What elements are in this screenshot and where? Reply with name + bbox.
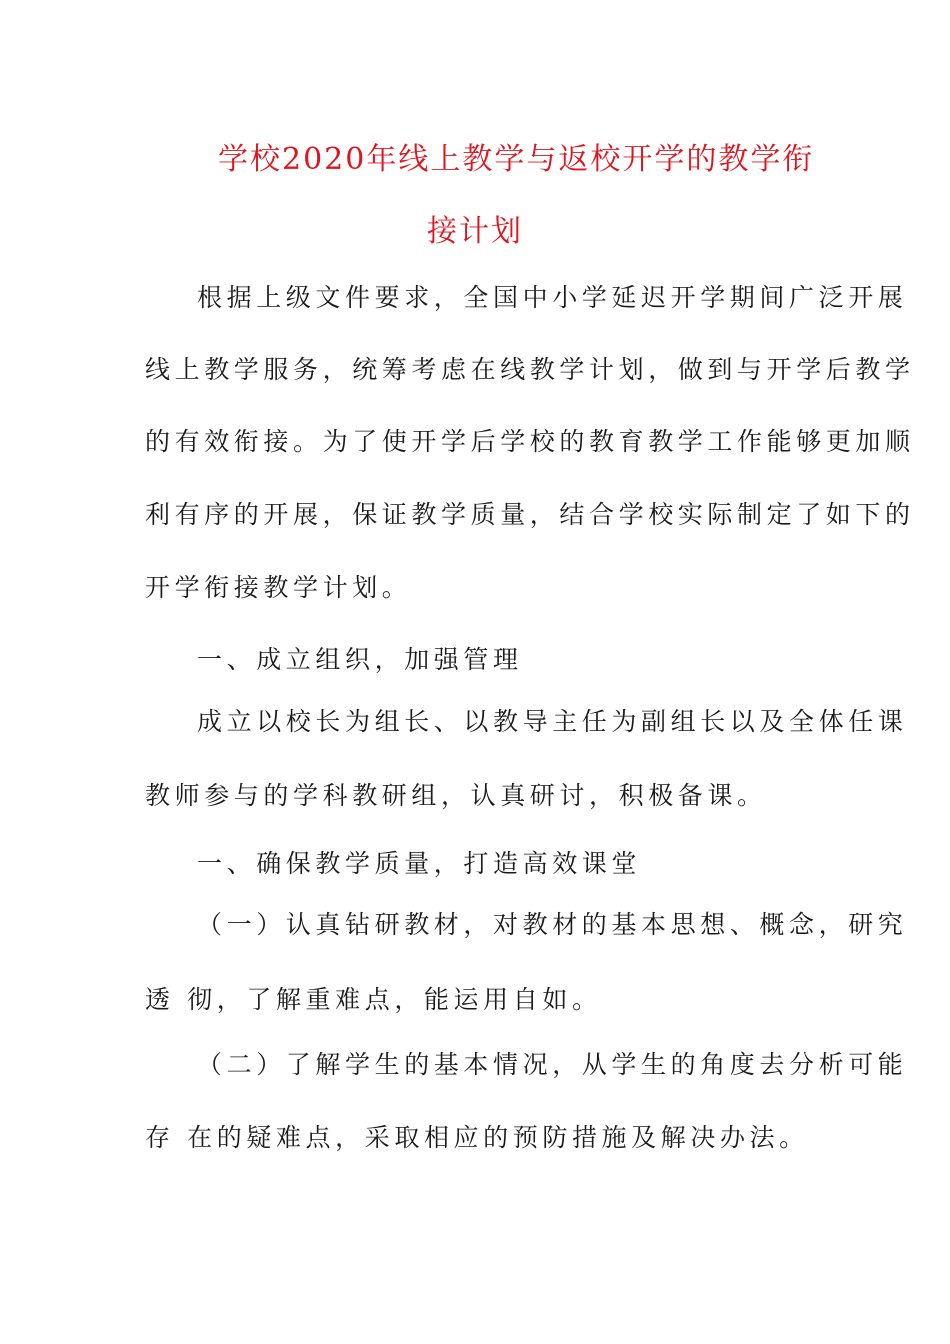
paragraph-line: 线上教学服务，统筹考虑在线教学计划，做到与开学后教学 xyxy=(145,355,915,384)
document-title-line-2: 接计划 xyxy=(427,214,523,249)
paragraph-line: （二）了解学生的基本情况，从学生的角度去分析可能 xyxy=(197,1050,908,1079)
paragraph-line: 透 彻，了解重难点，能运用自如。 xyxy=(145,985,602,1014)
section-heading: 一、确保教学质量，打造高效课堂 xyxy=(197,849,642,878)
paragraph-line: 存 在的疑难点，采取相应的预防措施及解决办法。 xyxy=(145,1123,809,1152)
paragraph-line: 根据上级文件要求，全国中小学延迟开学期间广泛开展 xyxy=(197,283,908,312)
paragraph-line: 成立以校长为组长、以教导主任为副组长以及全体任课 xyxy=(197,707,908,736)
paragraph-line: （一）认真钻研教材，对教材的基本思想、概念，研究 xyxy=(197,910,908,939)
paragraph-line: 利有序的开展，保证教学质量，结合学校实际制定了如下的 xyxy=(145,500,915,529)
paragraph-line: 教师参与的学科教研组，认真研讨，积极备课。 xyxy=(145,781,767,810)
paragraph-line: 开学衔接教学计划。 xyxy=(145,573,412,602)
paragraph-line: 的有效衔接。为了使开学后学校的教育教学工作能够更加顺 xyxy=(145,427,915,456)
section-heading: 一、成立组织，加强管理 xyxy=(197,645,523,674)
document-title-line-1: 学校2020年线上教学与返校开学的教学衔 xyxy=(218,142,815,177)
